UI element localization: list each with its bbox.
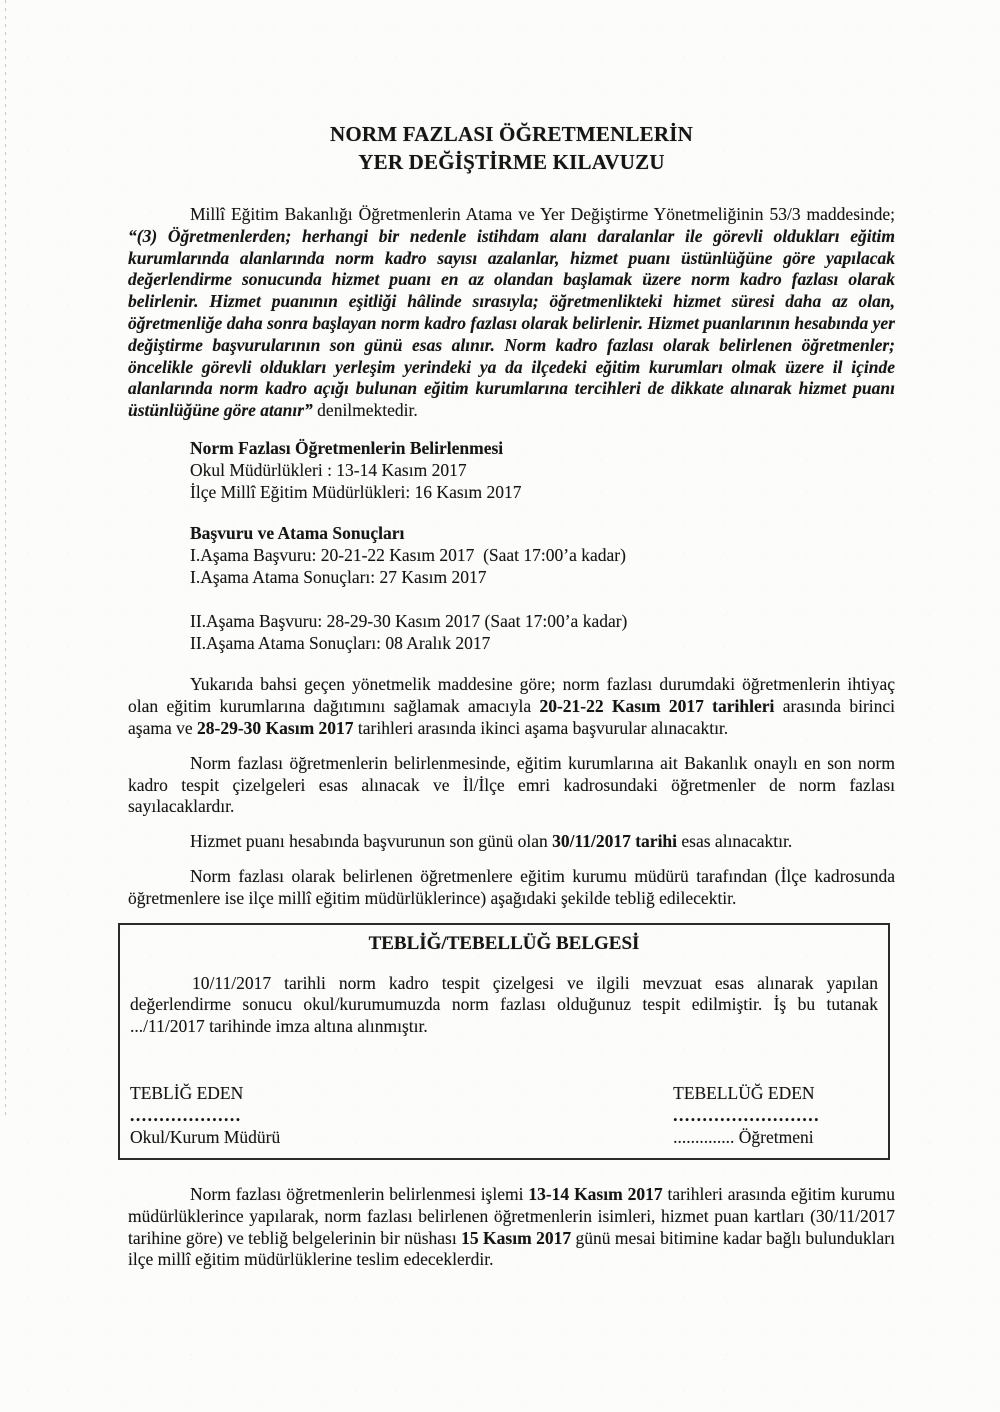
determination-line-district: İlçe Millî Eğitim Müdürlükleri: 16 Kasım 2017 [190,481,522,502]
page-title [128,120,895,176]
stage2-results-line: II.Aşama Atama Sonuçları: 08 Aralık 2017 [190,632,491,653]
signature-right-role: TEBELLÜĞ EDEN [673,1082,815,1103]
body-paragraph-service-score [128,831,895,853]
text-run: 28-29-30 Kasım 2017 [197,717,354,738]
signature-left-name: Okul/Kurum Müdürü [130,1126,281,1147]
text-run: 30/11/2017 tarihi [552,831,678,852]
signature-left-dotted-line: ................... [130,1104,242,1125]
signature-right-dotted-line: ......................... [673,1104,820,1125]
text-run: Yukarıda bahsi geçen yönetmelik maddesine göre; norm fazlası durumdaki öğretmenlerin ihtiyaç olan eğitim kurumlarına dağıtımını sağlamak amacıyla [128,674,895,717]
text-run: Norm fazlası olarak belirlenen öğretmenlere eğitim kurumu müdürü tarafından (İlçe kadrosunda öğretmenlere ise ilçe millî eğitim müdürlüklerince) aşağıdaki şekilde tebliğ edilecektir. [128,865,895,908]
text-run: “(3) Öğretmenlerden; herhangi bir nedenle istihdam alanı daralanlar ile görevli oldukları eğitim kurumlarında alanlarında norm kadro sayısı azalanlar, hizmet puanı üstünlüğüne göre yapılacak değerlendirme sonucunda hizmet puanı en az olandan başlamak üzere norm kadro fazlası olarak belirlenir. Hizmet puanının eşitliği hâlinde sırasıyla; öğretmenlikteki hizmet süresi daha az olan, öğretmenliğe daha sonra başlayan norm kadro fazlası olarak belirlenir. Hizmet puanlarının hesabında yer değiştirme başvurularının son günü esas alınır. Norm kadro fazlası olarak belirlenen öğretmenler; öncelikle görevli oldukları yerleşim yerindeki ya da ilçedeki eğitim kurumları olmak üzere il içinde alanlarında norm kadro açığı bulunan eğitim kurumlarına tercihleri de dikkate alınarak hizmet puanı üstünlüğüne göre atanır” [128,225,895,421]
signature-left-column [130,1082,280,1148]
text-run: esas alınacaktır. [677,831,793,852]
determination-section [190,438,895,503]
signature-right-name: .............. Öğretmeni [673,1126,814,1147]
text-run: Norm fazlası öğretmenlerin belirlenmesinde, eğitim kurumlarına ait Bakanlık onaylı en son norm kadro tespit çizelgeleri esas alınacak ve İl/İlçe emri kadrosundaki öğretmenler de norm fazlası sayılacaklardır. [128,752,895,817]
determination-line-school: Okul Müdürlükleri : 13-14 Kasım 2017 [190,459,467,480]
stage1-application-line: I.Aşama Başvuru: 20-21-22 Kasım 2017 (Saat 17:00’a kadar) [190,545,626,566]
scan-artifact-line [5,0,6,1120]
application-section [190,523,895,654]
text-run: Millî Eğitim Bakanlığı Öğretmenlerin Atama ve Yer Değiştirme Yönetmeliğinin 53/3 maddesinde; [190,204,895,224]
page-title-line-1: NORM FAZLASI ÖĞRETMENLERİN [329,122,693,146]
text-run: 10/11/2017 tarihli norm kadro tespit çizelgesi ve ilgili mevzuat esas alınarak yapılan değerlendirme sonucu okul/kurumumuzda norm fazlası olduğunuz tespit edilmiştir. İş bu tutanak .../11/2017 tarihinde imza altına alınmıştır. [130,972,878,1037]
signature-right-column [673,1082,820,1148]
stage2-application-line: II.Aşama Başvuru: 28-29-30 Kasım 2017 (Saat 17:00’a kadar) [190,610,628,631]
text-run: Norm fazlası öğretmenlerin belirlenmesi işlemi [190,1183,529,1204]
notice-box-paragraph [130,973,878,1038]
body-paragraph-notification [128,866,895,910]
text-run: 15 Kasım 2017 [461,1227,572,1248]
intro-paragraph [128,204,895,422]
schedule-spacer [190,589,895,611]
text-run: 20-21-22 Kasım 2017 tarihleri [539,696,775,717]
text-run: günü mesai bitimine kadar bağlı bulundukları ilçe millî eğitim müdürlüklerine teslim edeceklerdir. [128,1227,895,1270]
page-title-line-2: YER DEĞİŞTİRME KILAVUZU [358,150,665,174]
text-run: tarihleri arasında eğitim kurumu müdürlüklerince yapılarak, norm fazlası belirlenen öğretmenlerin isimleri, hizmet puan kartları (30/11/2017 tarihine göre) ve tebliğ belgelerinin bir nüshası [128,1183,895,1248]
teblig-tebellug-box [118,923,890,1160]
text-run: tarihleri arasında ikinci aşama başvurular alınacaktır. [353,717,729,738]
determination-heading: Norm Fazlası Öğretmenlerin Belirlenmesi [190,437,504,458]
signature-left-role: TEBLİĞ EDEN [130,1082,244,1103]
signature-row [130,1082,878,1148]
text-run: arasında birinci aşama ve [128,696,896,738]
stage1-results-line: I.Aşama Atama Sonuçları: 27 Kasım 2017 [190,566,487,587]
text-run: 13-14 Kasım 2017 [528,1183,663,1204]
text-run: Hizmet puanı hesabında başvurunun son günü olan [190,831,553,852]
closing-paragraph [128,1184,895,1271]
text-run: denilmektedir. [312,400,418,421]
notice-box-title: TEBLİĞ/TEBELLÜĞ BELGESİ [368,932,640,954]
application-heading: Başvuru ve Atama Sonuçları [190,523,405,544]
body-paragraph-norm-charts [128,753,895,818]
body-paragraph-application-dates [128,674,895,739]
